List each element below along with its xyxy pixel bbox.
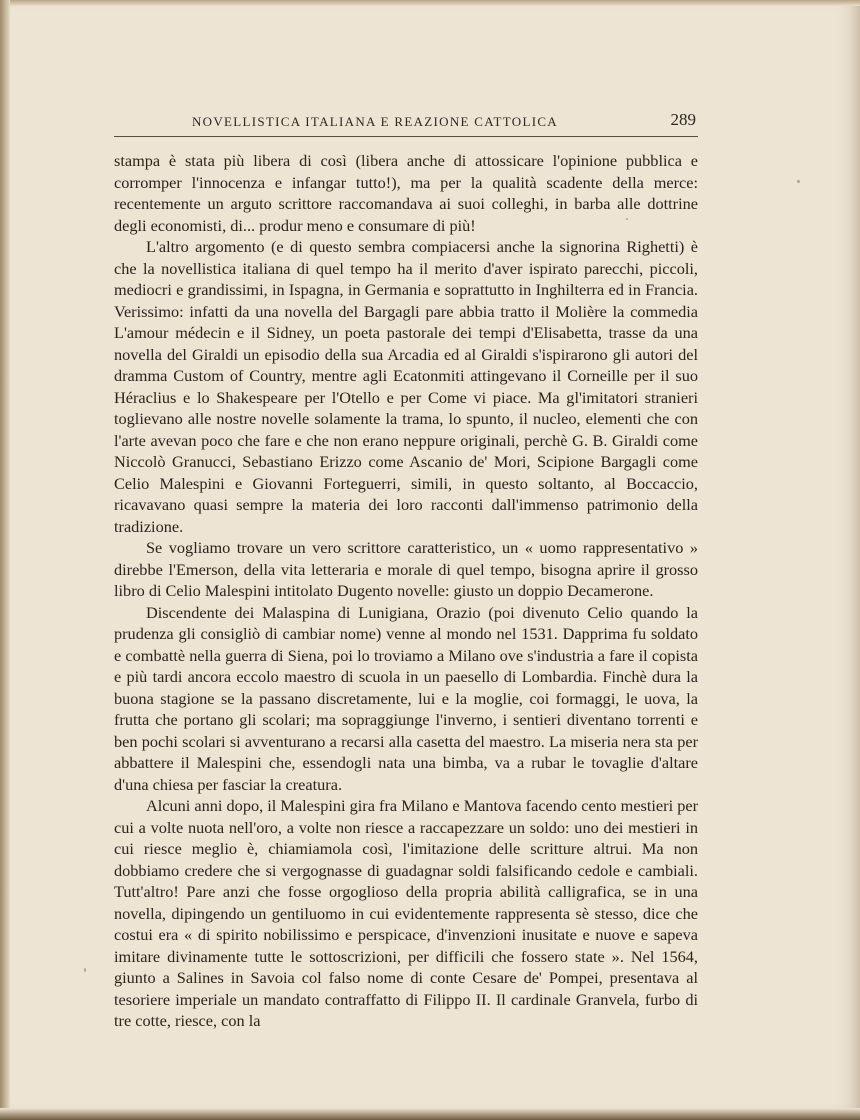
paper-speck (84, 968, 86, 972)
paragraph-1: stampa è stata più libera di così (libera anche di attossicare l'opinione pubblica e corromper l'innocenza e infangar tutto!), ma per la qualità scadente della merce: recentemente un arguto scrittore raccomandava ai suoi colleghi, in barba alle dottrine degli economisti, di... produr meno e consumare di più! (114, 151, 698, 235)
page-number: 289 (670, 110, 696, 129)
page-binding-edge (0, 0, 10, 1120)
page-top-edge (0, 0, 860, 6)
paragraph-4: Discendente dei Malaspina di Lunigiana, Orazio (poi divenuto Celio quando la prudenza gli consigliò di cambiar nome) venne al mondo nel 1531. Dapprima fu soldato e combattè nella guerra di Siena, poi lo troviamo a Milano ove s'industria a fare il copista e più tardi ancora eccolo maestro di scuola in un paesello di Lombardia. Finchè dura la buona stagione se la passano discretamente, lui e la moglie, coi formaggi, le uova, la frutta che portano gli scolari; ma sopraggiunge l'inverno, i sentieri diventano torrenti e ben pochi scolari si avventurano a recarsi alla casetta del maestro. La miseria nera sta per abbattere il Malespini che, essendogli nata una bimba, va a rubar le tovaglie d'altare d'una chiesa per fasciar la creatura. (114, 602, 698, 794)
running-title: NOVELLISTICA ITALIANA E REAZIONE CATTOLICA (191, 114, 558, 129)
paragraph-2: L'altro argomento (e di questo sembra compiacersi anche la signorina Righetti) è che la novellistica italiana di quel tempo ha il merito d'aver ispirato parecchi, piccoli, mediocri e grandissimi, in Ispagna, in Germania e soprattutto in Inghilterra ed in Francia. Verissimo: infatti da una novella del Bargagli pare abbia tratto il Molière la commedia L'amour médecin e il Sidney, un poeta pastorale dei tempi d'Elisabetta, trasse da una novella del Giraldi un episodio della sua Arcadia ed al Giraldi s'ispirarono gli autori del dramma Custom of Country, mentre agli Ecatonmiti attingevano il Corneille per il suo Héraclius e lo Shakespeare per l'Otello e per Come vi piace. Ma gl'imitatori stranieri toglievano alle nostre novelle solamente la trama, lo spunto, il nucleo, elementi che con l'arte avevan poco che fare e che non erano neppure originali, perchè G. B. Giraldi come Niccolò Granucci, Sebastiano Erizzo come Ascanio de' Mori, Scipione Bargagli come Celio Malespini e Giovanni Forteguerri, simili, in questo soltanto, al Boccaccio, ricavavano quasi sempre la materia dei loro racconti dall'immenso patrimonio della tradizione. (114, 237, 698, 536)
page-bottom-edge (0, 1108, 860, 1120)
header-rule (114, 136, 698, 137)
paragraph-3: Se vogliamo trovare un vero scrittore caratteristico, un « uomo rappresentativo » direbbe l'Emerson, della vita letteraria e morale di quel tempo, bisogna aprire il grosso libro di Celio Malespini intitolato Dugento novelle: giusto un doppio Decamerone. (114, 538, 698, 600)
body-text (114, 150, 698, 1032)
running-header (112, 110, 698, 134)
paper-speck (626, 218, 628, 220)
paper-speck (797, 180, 800, 183)
paragraph-5: Alcuni anni dopo, il Malespini gira fra Milano e Mantova facendo cento mestieri per cui a volte nuota nell'oro, a volte non riesce a raccapezzare un soldo: uno dei mestieri in cui riesce meglio è, chiamiamola così, l'imitazione delle scritture altrui. Ma non dobbiamo credere che si vergognasse di guadagnar soldi falsificando cedole e cambiali. Tutt'altro! Pare anzi che fosse orgoglioso della propria abilità calligrafica, se in una novella, dipingendo un gentiluomo in cui evidentemente rappresenta sè stesso, dice che costui era « di spirito nobilissimo e perspicace, d'invenzioni inusitate e nuove e sapeva imitare divinamente tutte le sottoscrizioni, per difficili che fossero state ». Nel 1564, giunto a Salines in Savoia col falso nome di conte Cesare de' Pompei, presentava al tesoriere imperiale un mandato contraffatto di Filippo II. Il cardinale Granvela, furbo di tre cotte, riesce, con la (114, 796, 698, 1030)
